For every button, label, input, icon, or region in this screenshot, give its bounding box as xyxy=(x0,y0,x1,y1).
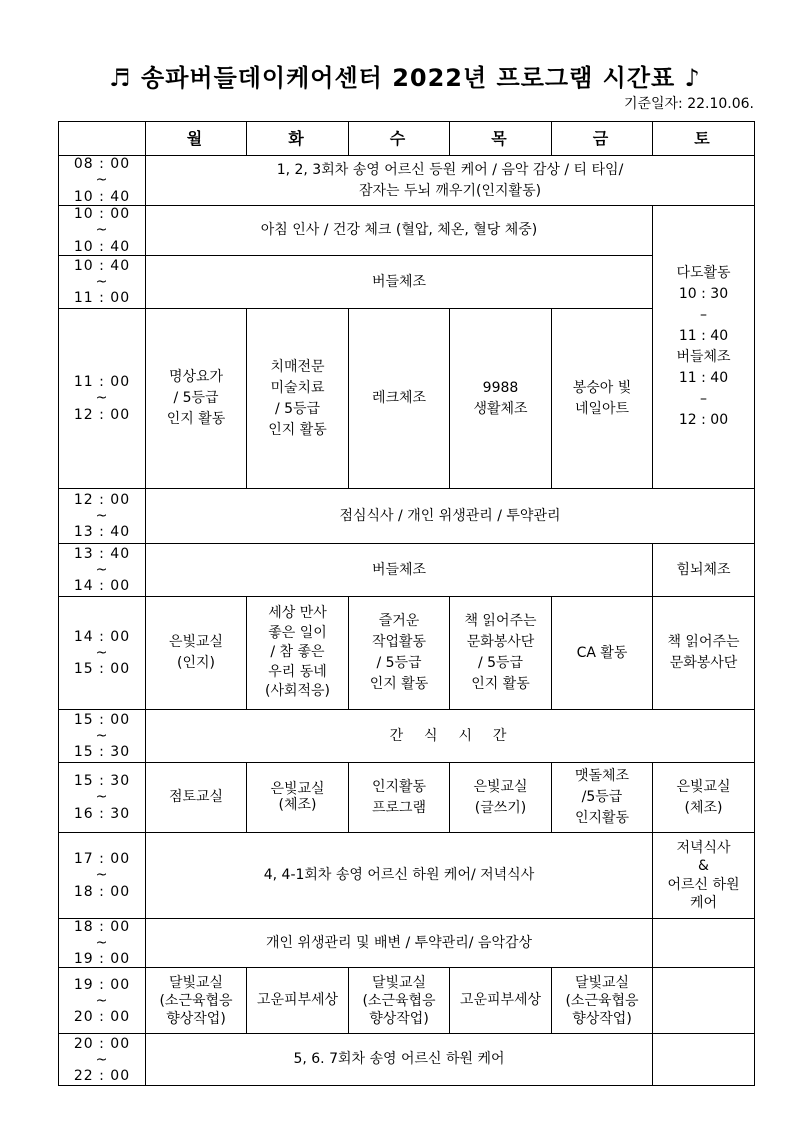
day-header: 월 xyxy=(146,122,247,156)
time-cell: 18 : 00 ~ 19 : 00 xyxy=(59,919,146,968)
table-row xyxy=(59,156,755,206)
day-header: 토 xyxy=(653,122,755,156)
activity-cell: 은빛교실 (체조) xyxy=(247,763,349,833)
activity-cell: 버들체조 xyxy=(146,544,653,597)
time-cell: 10 : 00 ~ 10 : 40 xyxy=(59,206,146,256)
time-cell: 20 : 00 ~ 22 : 00 xyxy=(59,1034,146,1086)
day-header: 금 xyxy=(552,122,653,156)
activity-cell: 9988 생활체조 xyxy=(450,309,552,489)
activity-cell: 은빛교실 (글쓰기) xyxy=(450,763,552,833)
table-row xyxy=(59,489,755,544)
activity-cell: 책 읽어주는 문화봉사단 / 5등급 인지 활동 xyxy=(450,597,552,710)
time-cell: 19 : 00 ~ 20 : 00 xyxy=(59,968,146,1034)
time-cell: 12 : 00 ~ 13 : 40 xyxy=(59,489,146,544)
table-row xyxy=(59,763,755,833)
table-row xyxy=(59,1034,755,1086)
day-header: 화 xyxy=(247,122,349,156)
table-row xyxy=(59,597,755,710)
activity-cell: 아침 인사 / 건강 체크 (혈압, 체온, 혈당 체중) xyxy=(146,206,653,256)
table-row xyxy=(59,710,755,763)
time-cell: 15 : 00 ~ 15 : 30 xyxy=(59,710,146,763)
activity-cell: 즐거운 작업활동 / 5등급 인지 활동 xyxy=(349,597,450,710)
time-cell: 13 : 40 ~ 14 : 00 xyxy=(59,544,146,597)
saturday-cell xyxy=(653,968,755,1034)
table-row xyxy=(59,919,755,968)
time-cell: 10 : 40 ~ 11 : 00 xyxy=(59,256,146,309)
saturday-cell: 다도활동 10 : 30 – 11 : 40 버들체조 11 : 40 – 12 : 00 xyxy=(653,206,755,489)
header-row xyxy=(59,122,755,156)
corner-cell xyxy=(59,122,146,156)
activity-cell: 점심식사 / 개인 위생관리 / 투약관리 xyxy=(146,489,755,544)
activity-cell: 1, 2, 3회차 송영 어르신 등원 케어 / 음악 감상 / 티 타임/ 잠자는 두뇌 깨우기(인지활동) xyxy=(146,156,755,206)
activity-cell: 4, 4-1회차 송영 어르신 하원 케어/ 저녁식사 xyxy=(146,833,653,919)
activity-cell: 명상요가 / 5등급 인지 활동 xyxy=(146,309,247,489)
activity-cell: 고운피부세상 xyxy=(450,968,552,1034)
table-row xyxy=(59,206,755,256)
page-title: ♬ 송파버들데이케어센터 2022년 프로그램 시간표 ♪ xyxy=(109,64,701,92)
activity-cell: 간 식 시 간 xyxy=(146,710,755,763)
time-cell: 11 : 00 ~ 12 : 00 xyxy=(59,309,146,489)
table-row xyxy=(59,544,755,597)
activity-cell: 인지활동 프로그램 xyxy=(349,763,450,833)
activity-cell: 버들체조 xyxy=(146,256,653,309)
time-cell: 14 : 00 ~ 15 : 00 xyxy=(59,597,146,710)
time-cell: 15 : 30 ~ 16 : 30 xyxy=(59,763,146,833)
activity-cell: 5, 6. 7회차 송영 어르신 하원 케어 xyxy=(146,1034,653,1086)
activity-cell: 달빛교실 (소근육협응 향상작업) xyxy=(146,968,247,1034)
time-cell: 08 : 00 ~ 10 : 40 xyxy=(59,156,146,206)
activity-cell: 고운피부세상 xyxy=(247,968,349,1034)
day-header: 목 xyxy=(450,122,552,156)
schedule-table xyxy=(58,121,755,1086)
saturday-cell: 저녁식사 & 어르신 하원 케어 xyxy=(653,833,755,919)
activity-cell: CA 활동 xyxy=(552,597,653,710)
activity-cell: 레크체조 xyxy=(349,309,450,489)
activity-cell: 맷돌체조 /5등급 인지활동 xyxy=(552,763,653,833)
day-header: 수 xyxy=(349,122,450,156)
base-date: 기준일자: 22.10.06. xyxy=(623,96,754,112)
activity-cell: 은빛교실 (인지) xyxy=(146,597,247,710)
activity-cell: 치매전문 미술치료 / 5등급 인지 활동 xyxy=(247,309,349,489)
activity-cell: 세상 만사 좋은 일이 / 참 좋은 우리 동네 (사회적응) xyxy=(247,597,349,710)
time-cell: 17 : 00 ~ 18 : 00 xyxy=(59,833,146,919)
table-row xyxy=(59,309,755,489)
saturday-cell: 책 읽어주는 문화봉사단 xyxy=(653,597,755,710)
activity-cell: 봉숭아 빛 네일아트 xyxy=(552,309,653,489)
activity-cell: 개인 위생관리 및 배변 / 투약관리/ 음악감상 xyxy=(146,919,653,968)
activity-cell: 달빛교실 (소근육협응 향상작업) xyxy=(552,968,653,1034)
saturday-cell xyxy=(653,1034,755,1086)
saturday-cell: 은빛교실 (체조) xyxy=(653,763,755,833)
activity-cell: 점토교실 xyxy=(146,763,247,833)
activity-cell: 달빛교실 (소근육협응 향상작업) xyxy=(349,968,450,1034)
table-row xyxy=(59,256,755,309)
table-row xyxy=(59,833,755,919)
saturday-cell: 힘뇌체조 xyxy=(653,544,755,597)
table-row xyxy=(59,968,755,1034)
saturday-cell xyxy=(653,919,755,968)
